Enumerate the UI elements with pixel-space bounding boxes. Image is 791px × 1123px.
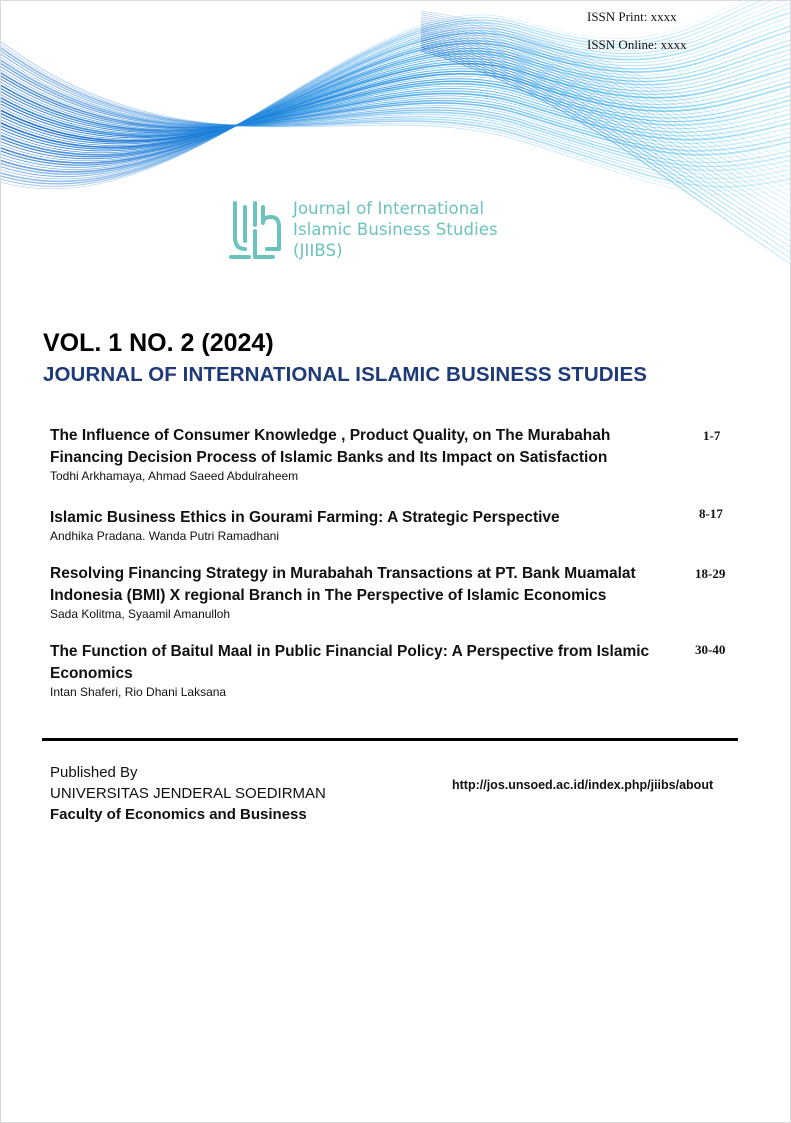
logo-line-2: Islamic Business Studies (293, 220, 498, 239)
volume-issue: VOL. 1 NO. 2 (2024) (43, 329, 274, 357)
article-pages: 18-29 (695, 566, 726, 581)
jiibs-logo-icon (229, 197, 285, 263)
article-authors: Sada Kolitma, Syaamil Amanulloh (50, 607, 231, 621)
logo-line-3: (JIIBS) (293, 241, 343, 260)
article-item[interactable] (50, 425, 740, 484)
issn-print: ISSN Print: xxxx (587, 9, 677, 24)
publisher-university: UNIVERSITAS JENDERAL SOEDIRMAN (50, 785, 326, 802)
article-pages: 8-17 (699, 506, 723, 521)
published-by-label: Published By (50, 764, 138, 781)
article-title[interactable]: Resolving Financing Strategy in Murabahah Transactions at PT. Bank Muamalat Indonesia (BMI) X regional Branch in The Perspective of Islamic Economics (50, 565, 636, 604)
logo-line-1: Journal of International (293, 199, 485, 218)
article-pages: 30-40 (695, 642, 726, 657)
publisher-faculty: Faculty of Economics and Business (50, 806, 307, 823)
article-title[interactable]: Islamic Business Ethics in Gourami Farming: A Strategic Perspective (50, 509, 560, 526)
journal-url-link[interactable]: http://jos.unsoed.ac.id/index.php/jiibs/about (452, 778, 714, 792)
article-authors: Andhika Pradana. Wanda Putri Ramadhani (50, 529, 280, 543)
article-title[interactable]: The Function of Baitul Maal in Public Financial Policy: A Perspective from Islamic Economics (50, 643, 650, 682)
journal-title: JOURNAL OF INTERNATIONAL ISLAMIC BUSINESS STUDIES (43, 363, 647, 386)
issn-online: ISSN Online: xxxx (587, 37, 687, 52)
article-item[interactable] (50, 563, 740, 622)
article-pages: 1-7 (703, 428, 721, 443)
journal-logo-text (293, 198, 498, 261)
article-authors: Todhi Arkhamaya, Ahmad Saeed Abdulraheem (50, 469, 299, 483)
article-item[interactable] (50, 641, 740, 700)
article-authors: Intan Shaferi, Rio Dhani Laksana (50, 685, 227, 699)
article-item[interactable] (50, 507, 740, 544)
article-title[interactable]: The Influence of Consumer Knowledge , Product Quality, on The Murabahah Financing Decision Process of Islamic Banks and Its Impact on Satisfaction (50, 427, 611, 466)
divider-rule (42, 738, 738, 741)
